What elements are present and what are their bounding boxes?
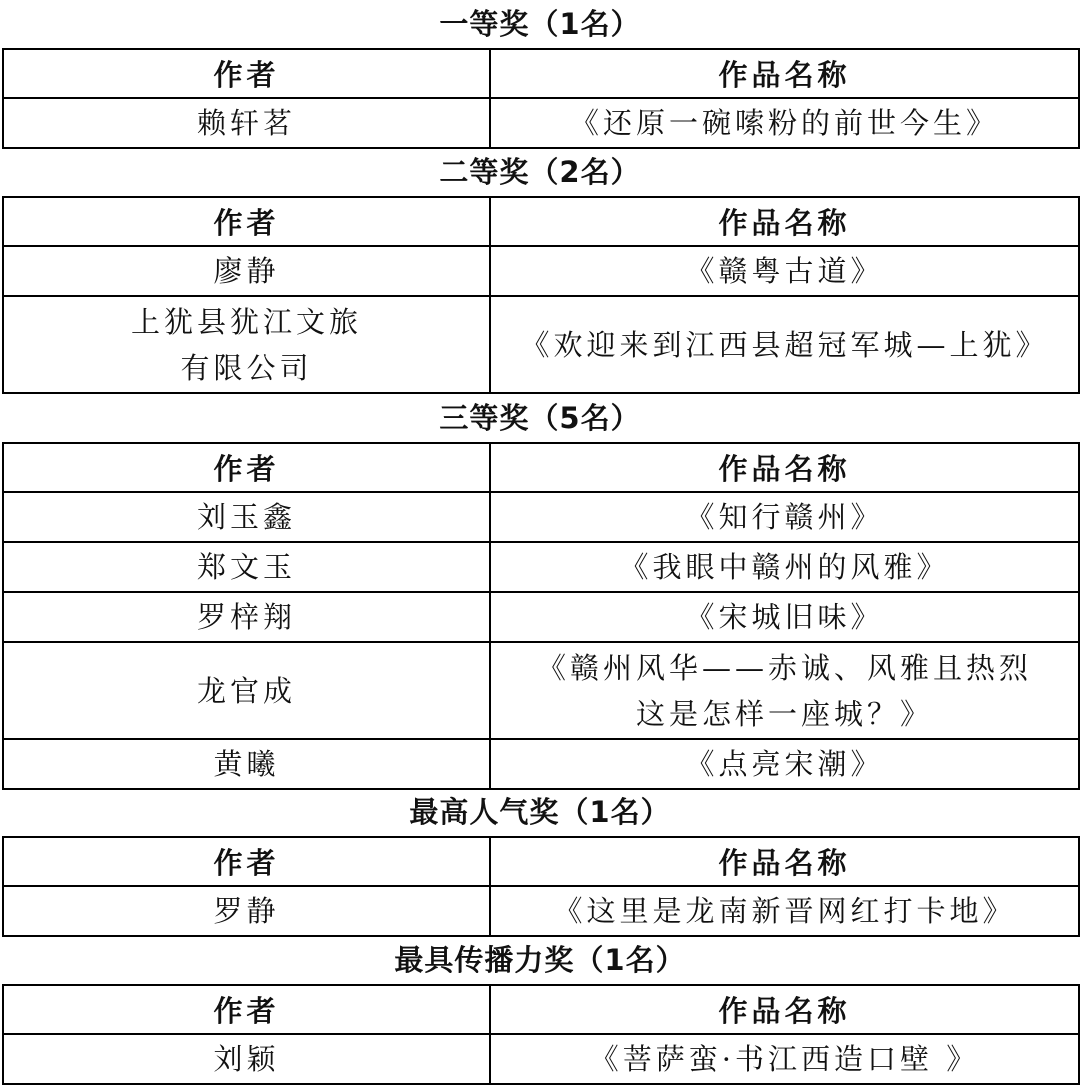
author-cell: 郑文玉 xyxy=(3,542,490,592)
award-section-third xyxy=(2,394,1078,790)
author-cell: 刘玉鑫 xyxy=(3,492,490,542)
award-table xyxy=(2,48,1080,149)
author-header: 作者 xyxy=(3,49,490,98)
table-row xyxy=(3,886,1079,936)
author-line: 有限公司 xyxy=(180,350,313,385)
author-cell: 赖轩茗 xyxy=(3,98,490,148)
author-header: 作者 xyxy=(3,837,490,886)
work-cell: 《知行赣州》 xyxy=(490,492,1079,542)
work-cell: 《菩萨蛮·书江西造口壁 》 xyxy=(490,1034,1079,1084)
table-row xyxy=(3,98,1079,148)
work-cell: 《还原一碗嗦粉的前世今生》 xyxy=(490,98,1079,148)
award-table xyxy=(2,196,1080,394)
author-cell: 黄曦 xyxy=(3,739,490,789)
table-row xyxy=(3,642,1079,739)
author-header: 作者 xyxy=(3,443,490,492)
table-row xyxy=(3,296,1079,393)
work-cell: 《我眼中赣州的风雅》 xyxy=(490,542,1079,592)
table-row xyxy=(3,1034,1079,1084)
work-cell: 《这里是龙南新晋网红打卡地》 xyxy=(490,886,1079,936)
author-header: 作者 xyxy=(3,985,490,1034)
award-table xyxy=(2,836,1080,937)
work-cell: 《宋城旧味》 xyxy=(490,592,1079,642)
table-header-row xyxy=(3,197,1079,246)
table-header-row xyxy=(3,443,1079,492)
work-cell: 《点亮宋潮》 xyxy=(490,739,1079,789)
award-table xyxy=(2,984,1080,1085)
work-line: 这是怎样一座城？》 xyxy=(635,696,933,731)
table-header-row xyxy=(3,985,1079,1034)
award-section-popularity xyxy=(2,788,1078,937)
section-title: 最具传播力奖（1名） xyxy=(394,943,686,977)
table-header-row xyxy=(3,49,1079,98)
award-section-influence xyxy=(2,936,1078,1085)
work-cell xyxy=(490,642,1079,739)
work-header: 作品名称 xyxy=(490,197,1079,246)
section-title: 最高人气奖（1名） xyxy=(409,795,671,829)
table-row xyxy=(3,542,1079,592)
section-title: 一等奖（1名） xyxy=(439,7,641,41)
author-line: 上犹县犹江文旅 xyxy=(130,304,362,339)
section-title: 二等奖（2名） xyxy=(439,155,641,189)
author-cell: 刘颖 xyxy=(3,1034,490,1084)
award-section-second xyxy=(2,148,1078,394)
table-row xyxy=(3,739,1079,789)
award-section-first xyxy=(2,0,1078,149)
table-row xyxy=(3,246,1079,296)
author-cell: 龙官成 xyxy=(3,642,490,739)
table-row xyxy=(3,492,1079,542)
work-cell: 《赣粤古道》 xyxy=(490,246,1079,296)
author-cell xyxy=(3,296,490,393)
work-header: 作品名称 xyxy=(490,837,1079,886)
author-cell: 罗静 xyxy=(3,886,490,936)
work-header: 作品名称 xyxy=(490,443,1079,492)
work-header: 作品名称 xyxy=(490,49,1079,98)
award-table xyxy=(2,442,1080,790)
work-cell: 《欢迎来到江西县超冠军城—上犹》 xyxy=(490,296,1079,393)
work-header: 作品名称 xyxy=(490,985,1079,1034)
table-header-row xyxy=(3,837,1079,886)
work-line: 《赣州风华——赤诚、风雅且热烈 xyxy=(536,650,1032,685)
author-cell: 罗梓翔 xyxy=(3,592,490,642)
author-cell: 廖静 xyxy=(3,246,490,296)
table-row xyxy=(3,592,1079,642)
author-header: 作者 xyxy=(3,197,490,246)
section-title: 三等奖（5名） xyxy=(439,401,641,435)
